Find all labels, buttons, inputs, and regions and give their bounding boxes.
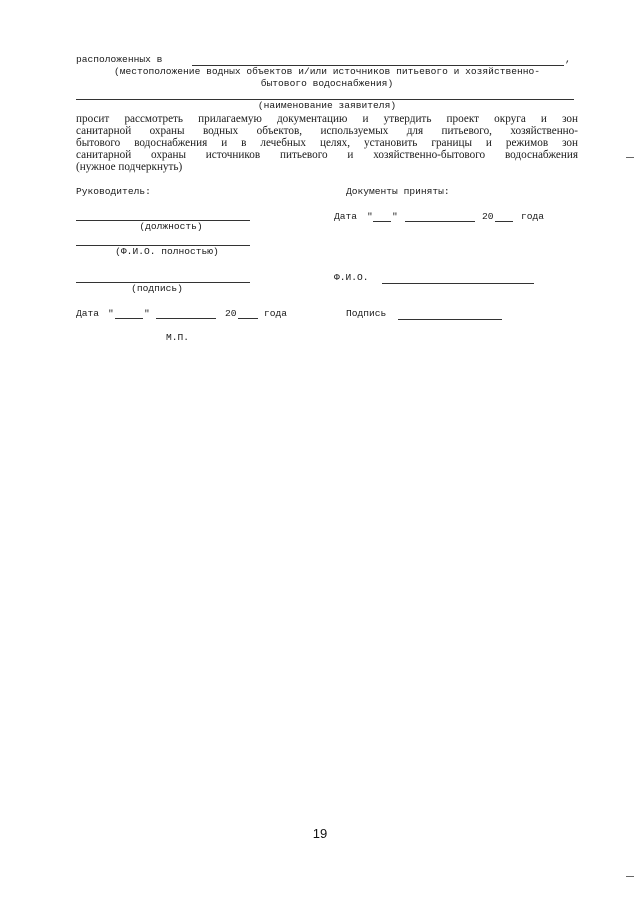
right-signature-label: Подпись [346,308,387,319]
request-line-3: бытового водоснабжения и в лечебных целях, установить границы и режимов зон [76,137,578,149]
left-date-year-suffix: года [264,308,288,319]
right-signature-underline [398,319,502,320]
request-line-4: санитарной охраны источников питьевого и хозяйственно-бытового водоснабжения [76,149,578,161]
left-date-year-prefix: 20 [225,308,237,319]
left-date-day-underline [115,318,143,319]
scan-edge-mark-lower [626,876,634,877]
right-date-day-underline [373,221,391,222]
located-label: расположенных в [76,54,163,65]
left-date-month-underline [156,318,216,319]
position-caption: (должность) [139,221,203,232]
right-date-year-prefix: 20 [482,211,494,222]
left-date-quote-open: " [108,308,114,319]
fio-caption: (Ф.И.О. полностью) [115,246,219,257]
location-caption-line2: бытового водоснабжения) [260,78,394,89]
request-line-1: просит рассмотреть прилагаемую документацию и утвердить проект округа и зон [76,113,578,125]
right-date-year-underline [495,221,513,222]
head-label: Руководитель: [76,186,151,197]
scan-edge-mark-upper [626,157,634,158]
right-fio-underline [382,283,534,284]
stamp-mark: М.П. [166,332,190,343]
request-line-2: санитарной охраны водных объектов, используемых для питьевого, хозяйственно- [76,125,578,137]
right-date-year-suffix: года [521,211,545,222]
applicant-caption: (наименование заявителя) [257,100,397,111]
left-date-label: Дата [76,308,100,319]
location-caption-line1: (местоположение водных объектов и/или источников питьевого и хозяйственно- [113,66,541,77]
left-date-quote-close: " [144,308,150,319]
right-date-quote-open: " [367,211,373,222]
right-fio-label: Ф.И.О. [334,272,369,283]
location-comma: , [565,54,571,65]
request-note: (нужное подчеркнуть) [76,161,183,173]
right-date-label: Дата [334,211,358,222]
left-date-year-underline [238,318,258,319]
right-date-month-underline [405,221,475,222]
right-date-quote-close: " [392,211,398,222]
accepted-label: Документы приняты: [346,186,450,197]
page-number: 19 [312,826,328,841]
signature-caption: (подпись) [131,283,183,294]
